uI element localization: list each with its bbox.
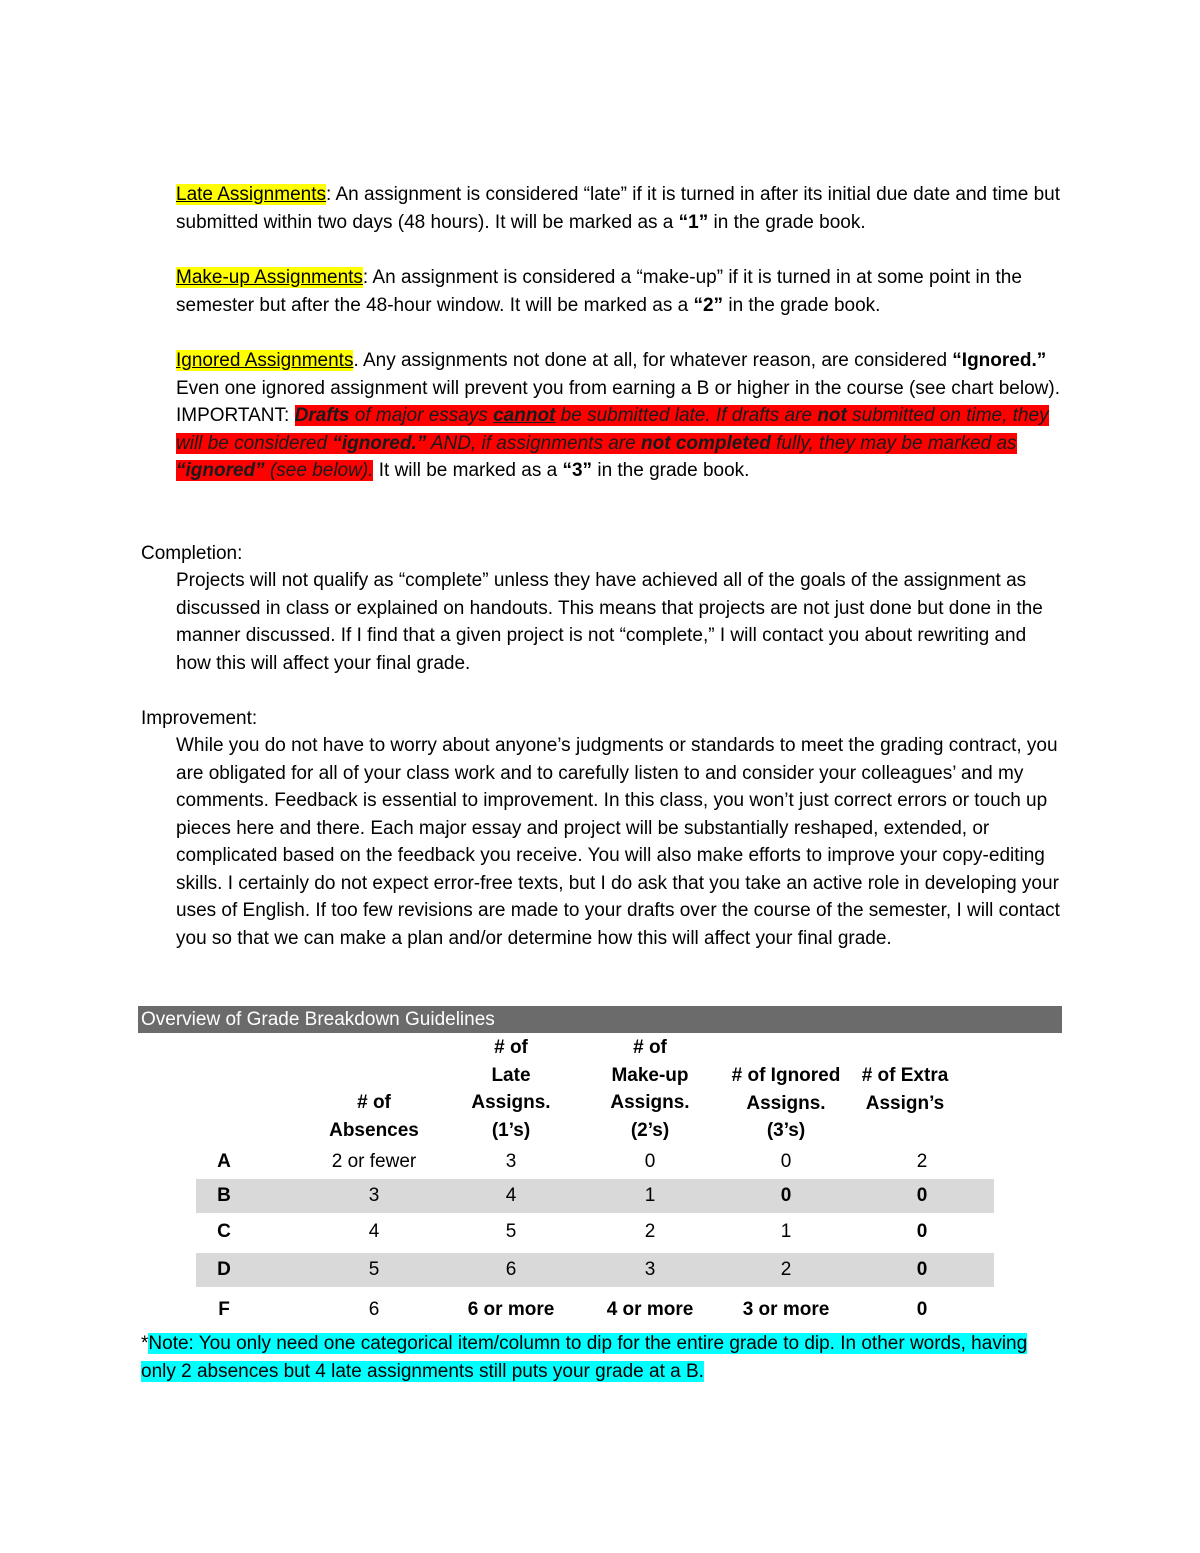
grade-note	[141, 1330, 1041, 1385]
late-assignments-end: in the grade book.	[708, 211, 866, 233]
table-row	[196, 1253, 994, 1287]
grade-letter: D	[217, 1259, 231, 1280]
warning-text-4: AND, if assignments are	[426, 432, 641, 454]
table-row	[196, 1145, 994, 1179]
cell-extra: 0	[916, 1259, 928, 1280]
cell-extra: 0	[916, 1221, 928, 1242]
warning-text-2: be submitted late. If drafts are	[555, 405, 818, 426]
warning-drafts: Drafts	[294, 405, 350, 426]
ignored-text-2: Even one ignored assignment will prevent you from earning a B or higher in the course (see chart below). IMPORTANT:	[176, 377, 1060, 426]
warning-ignored-1: “ignored.”	[332, 432, 427, 454]
warning-cannot: cannot	[493, 405, 556, 426]
ignored-text-3: It will be marked as a	[373, 460, 563, 481]
makeup-assignments-text: : An assignment is considered a “make-up” if it is turned in at some point in the semester but after the 48-hour window. It will be marked as a	[176, 267, 1022, 316]
cell-extra: 2	[916, 1151, 928, 1172]
completion-body: Projects will not qualify as “complete” unless they have achieved all of the goals of the assignment as discussed in class or explained on handouts. This means that projects are not just done but done in the manner discussed. If I find that a given project is not “complete,” I will contact you about rewriting and how this will affect your final grade.	[176, 570, 1043, 674]
warning-completed: completed	[675, 432, 771, 454]
cell-makeup: 4 or more	[606, 1299, 694, 1320]
note-text: Note: You only need one categorical item/column to dip for the entire grade to dip. In other words, having only 2 absences but 4 late assignments still puts your grade at a B.	[141, 1333, 1028, 1382]
cell-ignored: 1	[780, 1221, 792, 1242]
warning-text-3: submitted on time, they will be considered	[176, 405, 1049, 454]
late-assignments-label: Late Assignments	[176, 184, 326, 205]
ignored-assignments-paragraph	[176, 347, 1066, 485]
warning-ignored-2: “ignored”	[176, 460, 265, 481]
table-row	[196, 1293, 994, 1327]
cell-ignored: 0	[780, 1185, 792, 1206]
warning-text-6: fully, they may be marked as	[770, 432, 1017, 454]
cell-absences: 5	[368, 1259, 380, 1280]
late-assignments-paragraph	[176, 181, 1066, 236]
table-row	[196, 1179, 994, 1213]
cell-absences: 6	[368, 1299, 380, 1320]
cell-extra: 0	[916, 1185, 928, 1206]
grade-letter: A	[217, 1151, 231, 1172]
makeup-assignments-label: Make-up Assignments	[176, 267, 363, 288]
cell-late: 6 or more	[467, 1299, 555, 1320]
warning-text-1: of major essays	[349, 405, 494, 426]
makeup-assignments-paragraph	[176, 264, 1066, 319]
ignored-grade-value: “3”	[562, 460, 593, 481]
header-ignored: # of Ignored Assigns. (3’s)	[731, 1065, 841, 1141]
header-makeup: # of Make-up Assigns. (2’s)	[610, 1037, 690, 1141]
grade-letter: B	[217, 1185, 231, 1206]
warning-not-2: not	[640, 432, 671, 454]
grade-letter: C	[217, 1221, 231, 1242]
cell-makeup: 1	[644, 1185, 656, 1206]
table-row	[196, 1215, 994, 1249]
ignored-text-1: . Any assignments not done at all, for whatever reason, are considered	[353, 350, 953, 371]
cell-absences: 3	[368, 1185, 380, 1206]
cell-makeup: 0	[644, 1151, 656, 1172]
warning-not-1: not	[817, 405, 847, 426]
cell-late: 5	[505, 1221, 517, 1242]
cell-late: 4	[505, 1185, 517, 1206]
warning-text-7: (see below).	[264, 460, 374, 481]
cell-extra: 0	[916, 1299, 928, 1320]
improvement-body: While you do not have to worry about anyone’s judgments or standards to meet the grading contract, you are obligated for all of your class work and to carefully listen to and consider your colleagues’ and my comments. Feedback is essential to improvement. In this class, you won’t just correct errors or touch up pieces here and there. Each major essay and project will be substantially reshaped, extended, or complicated based on the feedback you receive. You will also make efforts to improve your copy-editing skills. I certainly do not expect error-free texts, but I do ask that you take an active role in developing your uses of English. If too few revisions are made to your drafts over the course of the semester, I will contact you so that we can make a plan and/or determine how this will affect your final grade.	[176, 735, 1060, 949]
completion-heading: Completion:	[141, 543, 243, 564]
cell-late: 6	[505, 1259, 517, 1280]
ignored-word: “Ignored.”	[952, 350, 1047, 371]
cell-absences: 2 or fewer	[331, 1151, 417, 1172]
late-grade-value: “1”	[678, 211, 709, 233]
cell-late: 3	[505, 1151, 517, 1172]
cell-makeup: 3	[644, 1259, 656, 1280]
cell-makeup: 2	[644, 1221, 656, 1242]
cell-ignored: 2	[780, 1259, 792, 1280]
ignored-assignments-label: Ignored Assignments	[176, 350, 354, 371]
late-assignments-text: : An assignment is considered “late” if it is turned in after its initial due date and time but submitted within two days (48 hours). It will be marked as a	[176, 184, 1060, 233]
grade-table-title: Overview of Grade Breakdown Guidelines	[138, 1006, 1062, 1033]
header-extra: # of Extra Assign’s	[861, 1065, 949, 1114]
header-late: # of Late Assigns. (1’s)	[471, 1037, 551, 1141]
cell-absences: 4	[368, 1221, 380, 1242]
makeup-assignments-end: in the grade book.	[723, 294, 881, 316]
header-absences: # of Absences	[329, 1092, 419, 1141]
grade-letter: F	[218, 1299, 230, 1320]
makeup-grade-value: “2”	[693, 294, 724, 316]
cell-ignored: 0	[780, 1151, 792, 1172]
cell-ignored: 3 or more	[742, 1299, 830, 1320]
ignored-end: in the grade book.	[592, 460, 750, 481]
improvement-heading: Improvement:	[141, 708, 258, 729]
note-asterisk: *	[141, 1333, 149, 1354]
